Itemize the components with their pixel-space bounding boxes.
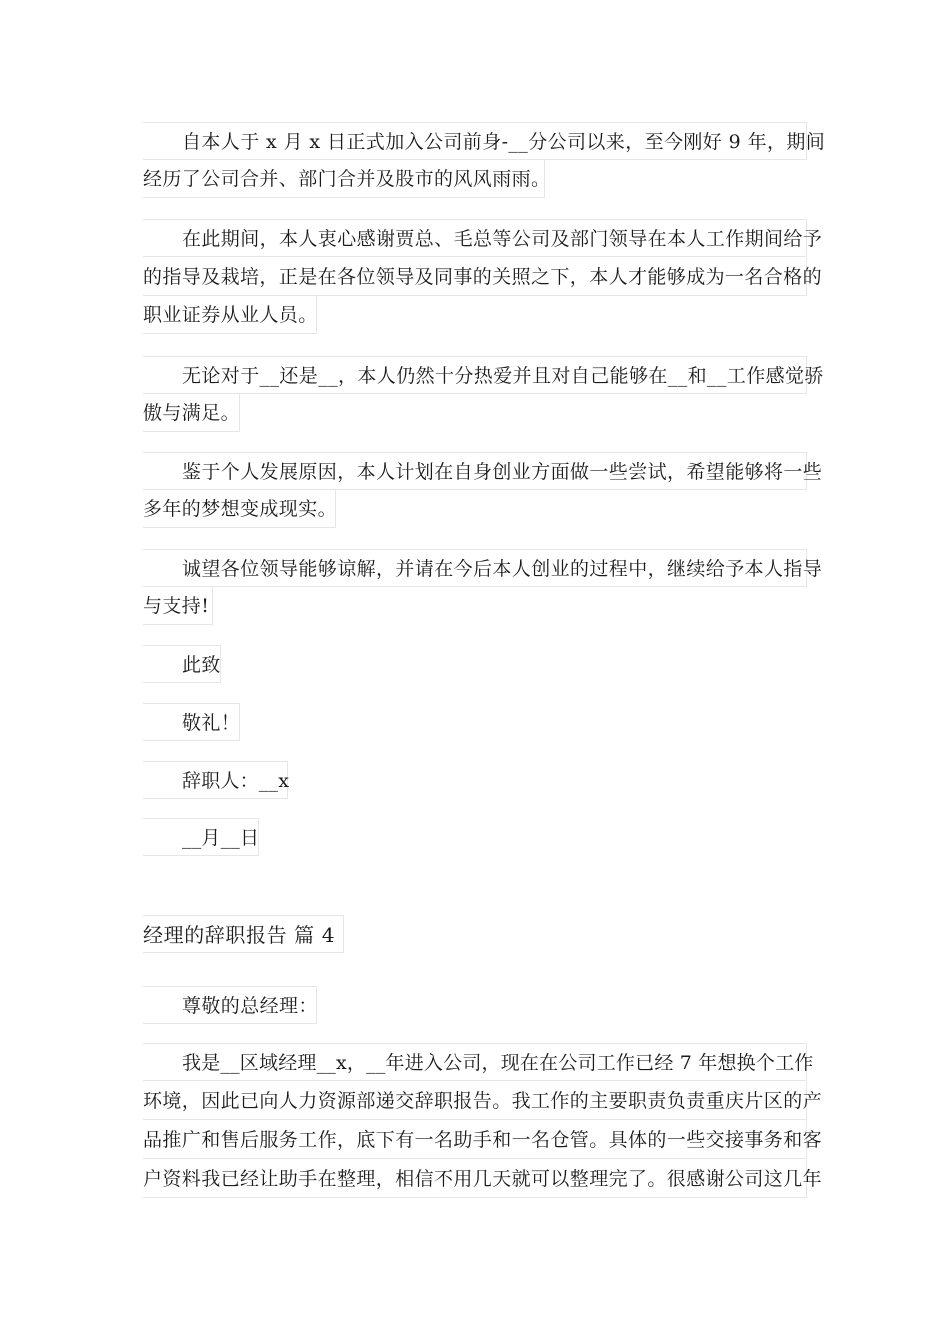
paragraph-line: 职业证券从业人员。 (143, 296, 317, 334)
paragraph-line: 在此期间，本人衷心感谢贾总、毛总等公司及部门领导在本人工作期间给予 (143, 219, 807, 257)
date-line: __月__日 (143, 818, 259, 856)
paragraph-line: 我是__区域经理__x，__年进入公司，现在在公司工作已经 7 年想换个工作 (143, 1043, 807, 1081)
closing-jingli: 敬礼！ (143, 703, 240, 741)
paragraph-line: 经历了公司合并、部门合并及股市的风风雨雨。 (143, 160, 545, 198)
paragraph-line: 自本人于 x 月 x 日正式加入公司前身-__分公司以来，至今刚好 9 年，期间 (143, 122, 807, 160)
paragraph-line: 的指导及栽培，正是在各位领导及同事的关照之下，本人才能够成为一名合格的 (143, 258, 807, 296)
paragraph-line: 诚望各位领导能够谅解，并请在今后本人创业的过程中，继续给予本人指导 (143, 549, 807, 587)
signer-line: 辞职人：__x (143, 761, 288, 799)
paragraph-line: 户资料我已经让助手在整理，相信不用几天就可以整理完了。很感谢公司这几年 (143, 1160, 807, 1198)
salutation: 尊敬的总经理： (143, 986, 317, 1024)
paragraph-line: 傲与满足。 (143, 394, 240, 432)
paragraph-line: 无论对于__还是__，本人仍然十分热爱并且对自己能够在__和__工作感觉骄 (143, 356, 807, 394)
paragraph-line: 与支持! (143, 587, 213, 625)
paragraph-line: 多年的梦想变成现实。 (143, 490, 336, 528)
closing-cizhi: 此致 (143, 645, 221, 683)
paragraph-line: 鉴于个人发展原因，本人计划在自身创业方面做一些尝试，希望能够将一些 (143, 452, 807, 490)
section-heading: 经理的辞职报告 篇 4 (143, 915, 344, 953)
paragraph-line: 环境，因此已向人力资源部递交辞职报告。我工作的主要职责负责重庆片区的产 (143, 1082, 807, 1120)
paragraph-line: 品推广和售后服务工作，底下有一名助手和一名仓管。具体的一些交接事务和客 (143, 1121, 807, 1159)
